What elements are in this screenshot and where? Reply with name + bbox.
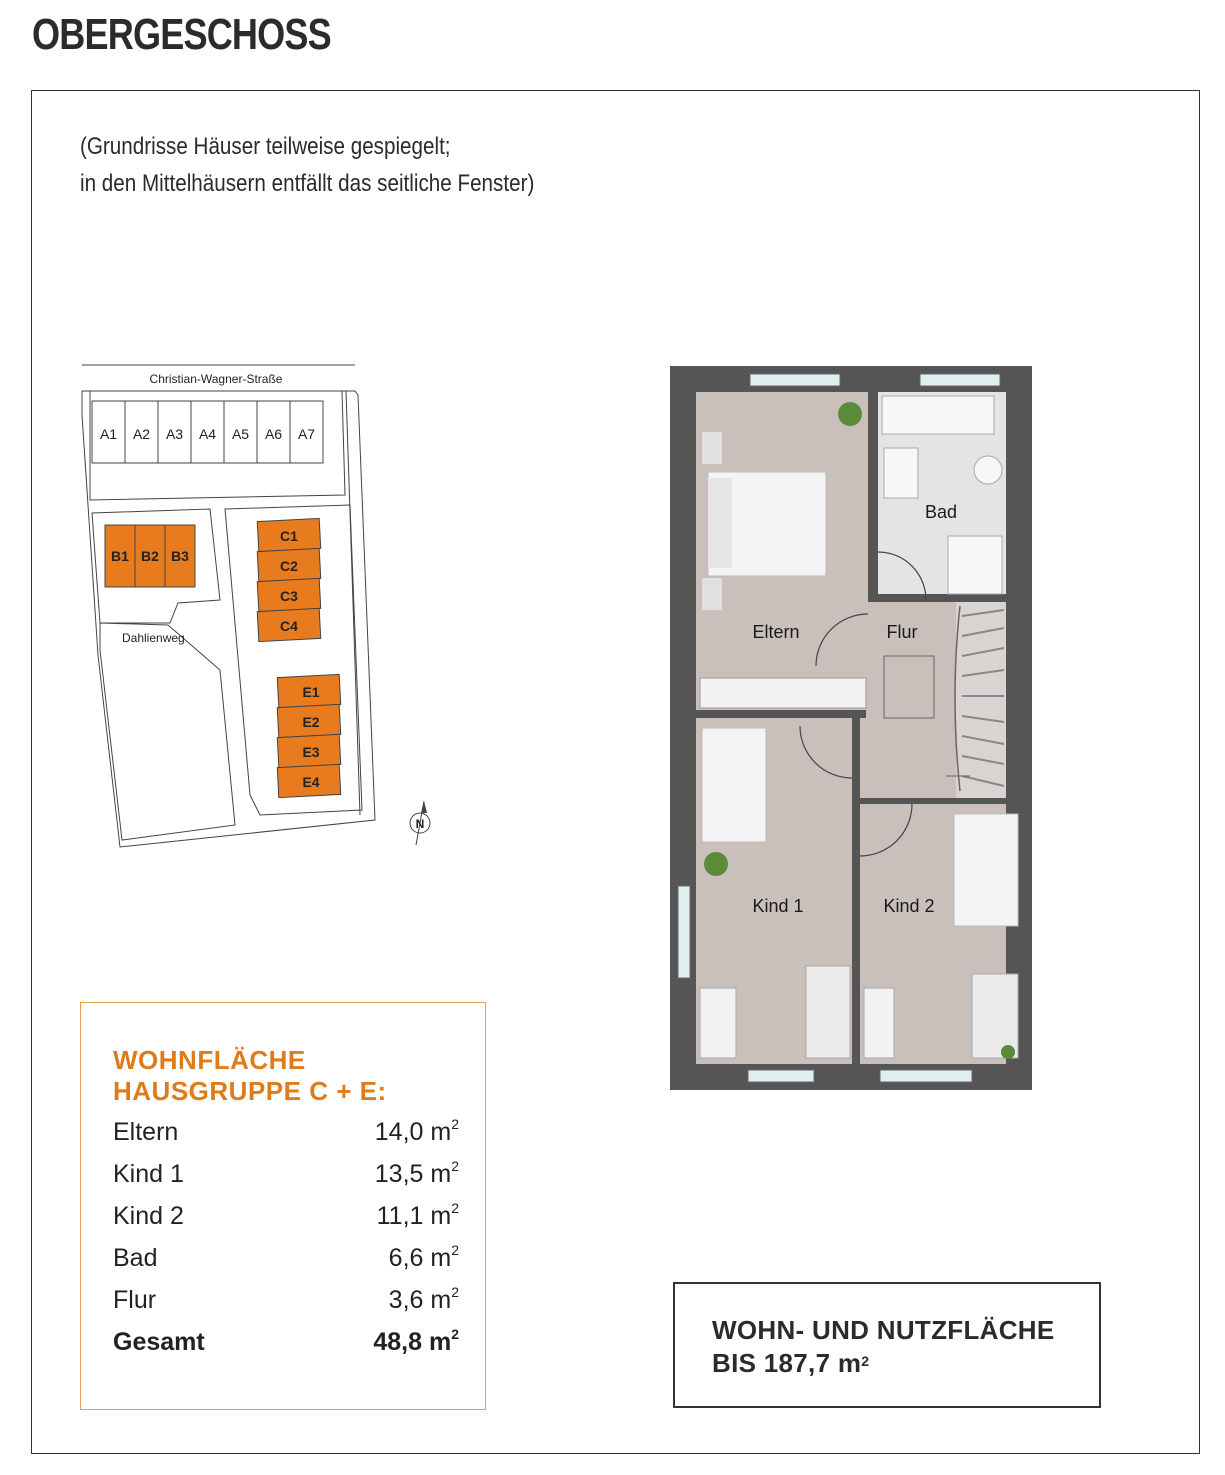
house-e-label: E4 xyxy=(302,774,320,790)
plan-note xyxy=(80,128,534,202)
area-heading-line-2: HAUSGRUPPE C + E: xyxy=(113,1076,387,1106)
area-row xyxy=(113,1202,459,1242)
area-row-label: Eltern xyxy=(113,1118,179,1146)
plant-icon xyxy=(704,852,728,876)
house-e-label: E3 xyxy=(302,744,320,760)
row-a xyxy=(92,401,323,463)
area-row-label: Flur xyxy=(113,1286,157,1314)
group-b xyxy=(105,525,195,587)
wardrobe xyxy=(700,678,866,708)
area-row-value: 13,5 $m^2$ xyxy=(374,1158,459,1188)
area-row-label: Kind 1 xyxy=(113,1160,184,1188)
area-row-value: 11,1 $m^2$ xyxy=(376,1200,459,1230)
house-a-label: A4 xyxy=(198,426,217,442)
east-edge xyxy=(346,391,360,815)
desk-kind2 xyxy=(972,974,1018,1058)
house-e-label: E2 xyxy=(302,714,320,730)
wall-eltern-south xyxy=(696,710,866,718)
house-c-label: C1 xyxy=(280,528,298,544)
wall-kind2-north xyxy=(860,798,1006,804)
house-b-label: B3 xyxy=(171,548,189,564)
area-row-value: 14,0 $m^2$ xyxy=(374,1116,459,1146)
window-bad xyxy=(920,374,1000,386)
house-b-label: B1 xyxy=(111,548,129,564)
group-e xyxy=(277,674,340,797)
house-a-label: A6 xyxy=(264,426,283,442)
street-label: Christian-Wagner-Straße xyxy=(149,372,283,386)
plant-icon xyxy=(838,402,862,426)
total-area-text xyxy=(712,1314,1055,1380)
house-a-label: A2 xyxy=(132,426,151,442)
label-eltern: Eltern xyxy=(752,622,800,642)
note-line-1: (Grundrisse Häuser teilweise gespiegelt; xyxy=(80,133,451,160)
desk-kind1 xyxy=(806,966,850,1058)
label-kind2: Kind 2 xyxy=(883,896,935,916)
floor-plan xyxy=(670,366,1034,1092)
area-row-value: 6,6 $m^2$ xyxy=(388,1242,459,1272)
label-bad: Bad xyxy=(924,502,958,522)
total-area-box xyxy=(673,1282,1101,1408)
area-row xyxy=(113,1118,459,1158)
house-a-label: A3 xyxy=(165,426,184,442)
house-e-label: E1 xyxy=(302,684,320,700)
block-d-outline xyxy=(100,623,235,840)
area-row xyxy=(113,1244,459,1284)
label-flur: Flur xyxy=(886,622,918,642)
wall-bad-west xyxy=(868,392,878,602)
page-title: OBERGESCHOSS xyxy=(32,10,331,59)
house-c-label: C3 xyxy=(280,588,298,604)
house-b-label: B2 xyxy=(141,548,159,564)
site-plan xyxy=(70,355,450,865)
area-total-row xyxy=(113,1328,459,1368)
house-a-label: A5 xyxy=(231,426,250,442)
area-total-value: 48,8 $m^2$ xyxy=(373,1326,459,1356)
bed-kind1 xyxy=(702,728,766,842)
area-table xyxy=(80,1002,486,1410)
area-total-label: Gesamt xyxy=(113,1328,205,1356)
house-a-label: A1 xyxy=(99,426,118,442)
compass-label: N xyxy=(415,817,425,831)
total-line-1: WOHN- UND NUTZFLÄCHE xyxy=(712,1315,1055,1345)
house-c-label: C4 xyxy=(280,618,298,634)
label-kind1: Kind 1 xyxy=(752,896,804,916)
window-eltern xyxy=(750,374,840,386)
plant-icon xyxy=(1001,1045,1015,1059)
window-kind1 xyxy=(748,1070,814,1082)
house-c-label: C2 xyxy=(280,558,298,574)
area-heading-line-1: WOHNFLÄCHE xyxy=(113,1045,306,1075)
shelf-kind1 xyxy=(700,988,736,1058)
house-a-label: A7 xyxy=(297,426,316,442)
compass xyxy=(410,801,430,845)
window-kind1-side xyxy=(678,886,690,978)
total-line-2: BIS 187,7 $m^2$ xyxy=(712,1348,870,1378)
window-kind2 xyxy=(880,1070,972,1082)
bed-kind2 xyxy=(954,814,1018,926)
wall-bad-south xyxy=(878,594,1006,602)
shelf-kind2 xyxy=(864,988,894,1058)
group-c xyxy=(257,518,320,641)
area-row xyxy=(113,1160,459,1200)
area-row-label: Bad xyxy=(113,1244,158,1272)
area-table-heading xyxy=(113,1045,387,1107)
area-row-label: Kind 2 xyxy=(113,1202,184,1230)
area-row-value: 3,6 $m^2$ xyxy=(388,1284,459,1314)
wall-kind-divider xyxy=(852,718,860,1064)
path-label: Dahlienweg xyxy=(122,631,185,645)
note-line-2: in den Mittelhäusern entfällt das seitliche Fenster) xyxy=(80,170,535,197)
area-row xyxy=(113,1286,459,1326)
